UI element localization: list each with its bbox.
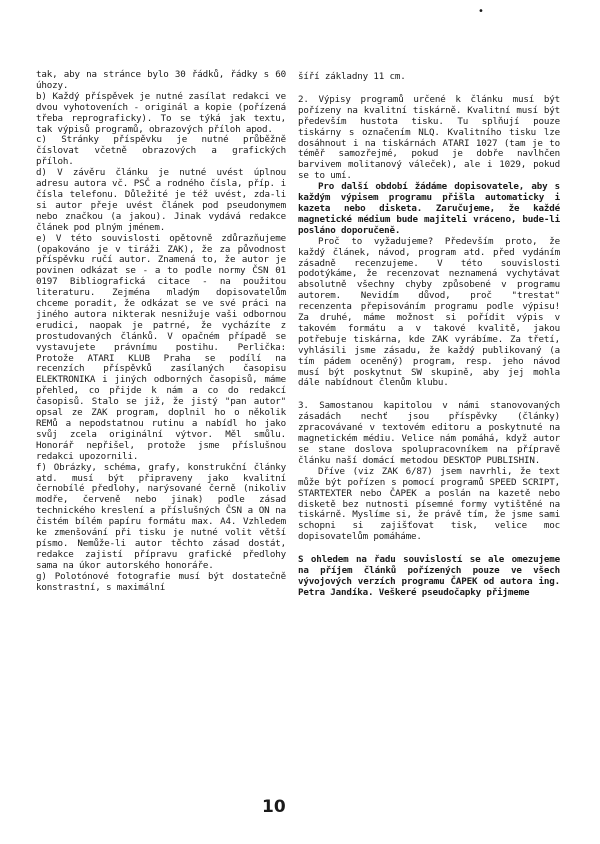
paragraph-capek: S ohledem na řadu souvislostí se ale omezujeme na příjem článků pořízených pouze ve všech vývojových verzích programu ČAPEK od autora ing. Petra Jandíka. Veškeré pseudočapky přijmeme [298,554,560,598]
paragraph-g-end: šíří základny 11 cm. [298,71,406,82]
paragraph-2: 2. Výpisy programů určené k článku musí být pořízeny na kvalitní tiskárně. Kvalitní musí být především hustota tisku. Tu splňují pouze tiskárny s označením NLQ. Kvalitního tisku lze dosáhnout i na tiskárnách ATARI 1027 (tam je to téměř samozřejmé, pokud je dobře navlhčen barvivem molitanový váleček), ale i 1029, pokud se to umí. [298,93,560,182]
paragraph-d: d) V závěru článku je nutné uvést úplnou adresu autora vč. PSČ a rodného čísla, příp. i čísla telefonu. Důležité je též uvést, zda-li si autor přeje uvést článek pod pseudonymem nebo značkou (a jakou). Jinak vydává redakce článek pod plným jménem. [36,167,286,233]
paragraph-b: b) Každý příspěvek je nutné zasílat redakci ve dvou vyhotoveních - originál a kopie (pořízená třeba reprograficky). To se týká jak textu, tak výpisů programů, obrazových příloh apod. [36,90,286,135]
paragraph-2-cont: Pro další období žádáme dopisovatele, aby s každým výpisem programu přišla automaticky i kazeta nebo disketa. Zaručujeme, že každé magnetické médium bude majiteli vráceno, bude-li posláno doporučeně. [298,181,560,236]
paragraph-3-cont: Dříve (viz ZAK 6/87) jsem navrhli, že text může být pořízen s pomocí programů SPEED SCRIPT, STARTEXTER nebo ČAPEK a poslán na kazetě nebo disketě bez nutnosti písemné formy vytištěné na tiskárně. Myslíme si, že právě tím, že jsme sami schopni si zajišťovat tisk, velice moc dopisovatelům pomáháme. [298,465,560,543]
paragraph-f: f) Obrázky, schéma, grafy, konstrukční články atd. musí být připraveny jako kvalitní černobílé předlohy, narýsované černě (nikoliv modře, červeně nebo jinak) podle zásad technického kreslení a příslušných ČSN a ON na čistém bílém papíru formátu max. A4. Vzhledem ke zmenšování při tisku je nutné volit větší písmo. Nemůže-li autor těchto zásad dostát, redakce zajistí přípravu grafické předlohy sama na úkor autorského honoráře. [36,461,286,571]
paragraph-e: e) V této souvislosti opětovně zdůrazňujeme (opakováno je v tiráži ZAK), že za původnost příspěvku ručí autor. Znamená to, že autor je povinen odkázat se - a to podle normy ČSN 01 0197 Bibliografická citace - na použitou literaturu. Zejména mladým dopisovatelům chceme poradit, že odkázat se ve své práci na jiného autora nikterak nesnižuje vaši odbornou erudici, naopak je patrné, že vycházíte z prostudovaných článků. V opačném případě se vystavujete právnímu postihu. Perlička: Protože ATARI KLUB Praha se podílí na recenzích příspěvků zasílaných časopisu ELEKTRONIKA i jiných odborných časopisů, máme přehled, co přijde k nám a co do redakcí časopisů. Stalo se již, že jistý "pan autor" opsal ze ZAK program, doplnil ho o několik REMů a nepodstatnou rutinu a nabídl ho jako svůj zcela originální výtvor. Měl smůlu. Honorář nepřišel, protože jsme příslušnou redakci upozornili. [36,232,286,462]
paragraph-a-end: tak, aby na stránce bylo 30 řádků, řádky s 60 úhozy. [36,69,286,91]
paragraph-3: 3. Samostanou kapitolou v námi stanovovaných zásadách nechť jsou příspěvky (články) zpracovávané v textovém editoru a poskytnuté na magnetickém médiu. Velice nám pomáhá, když autor se stane doslova spolupracovníkem na přípravě článku naší domácí metodou DESKTOP PUBLISHIN. [298,400,560,466]
right-column [298,72,560,599]
paragraph-2-reasons: Proč to vyžadujeme? Především proto, že každý článek, návod, program atd. před vydáním zásadně recenzujeme. V této souvislosti podotýkáme, že recenzovat neznamená vychytávat absolutně všechny chyby způsobené v programu autorem. Nevidím důvod, proč "trestat" recenzenta přepisováním programu podle výpisu! Za druhé, máme možnost si pořídit výpis v takovém formátu a v takové kvalitě, jakou potřebuje tiskárna, kde ZAK vyrábíme. Za třetí, vyhlásili jsme zásadu, že každý publikovaný (a tím pádem oceněný) program, resp. jeho návod musí být poskytnut SW skupině, aby jej mohla dále nabídnout členům klubu. [298,235,560,389]
paragraph-c: c) Stránky příspěvku je nutné průběžně číslovat včetně obrazových a grafických příloh. [36,134,286,168]
page-number: 10 [262,797,286,817]
scan-mark: • [478,6,484,17]
paragraph-g: g) Polotónové fotografie musí být dostatečně konstrastní, s maximální [36,570,286,593]
left-column [36,70,286,594]
